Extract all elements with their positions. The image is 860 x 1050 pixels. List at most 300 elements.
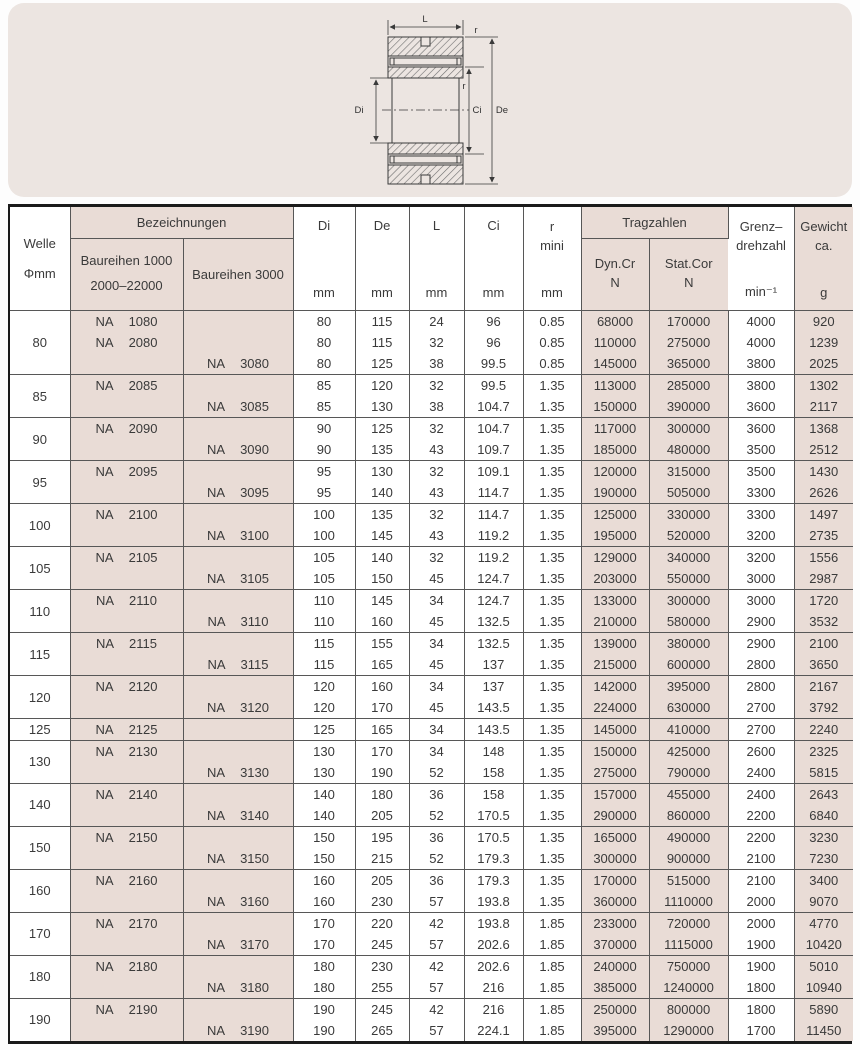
cell-ci: 170.5 xyxy=(464,805,523,827)
cell-de: 130 xyxy=(355,461,409,483)
cell-de: 205 xyxy=(355,805,409,827)
cell-dyn-cr: 150000 xyxy=(581,396,649,418)
cell-l: 52 xyxy=(409,762,464,784)
cell-series-1000: NA 2170 xyxy=(70,912,183,934)
cell-stat-cor: 515000 xyxy=(649,869,728,891)
dim-label-L: L xyxy=(422,14,428,25)
cell-series-3000 xyxy=(183,504,293,526)
table-row xyxy=(10,418,853,440)
cell-de: 265 xyxy=(355,1020,409,1042)
cell-r-mini: 1.85 xyxy=(523,955,581,977)
cell-series-3000 xyxy=(183,418,293,440)
cell-ci: 109.1 xyxy=(464,461,523,483)
cell-stat-cor: 800000 xyxy=(649,998,728,1020)
table-body xyxy=(10,310,853,1041)
cell-dyn-cr: 210000 xyxy=(581,611,649,633)
cell-series-3000 xyxy=(183,375,293,397)
cell-di: 140 xyxy=(293,783,355,805)
cell-stat-cor: 900000 xyxy=(649,848,728,870)
cell-dyn-cr: 290000 xyxy=(581,805,649,827)
cell-ci: 109.7 xyxy=(464,439,523,461)
cell-stat-cor: 315000 xyxy=(649,461,728,483)
cell-de: 160 xyxy=(355,676,409,698)
cell-series-1000 xyxy=(70,977,183,999)
dim-label-De: De xyxy=(495,105,509,116)
cell-di: 110 xyxy=(293,590,355,612)
cell-gewicht: 2167 xyxy=(794,676,853,698)
cell-r-mini: 1.35 xyxy=(523,697,581,719)
cell-series-3000: NA 3150 xyxy=(183,848,293,870)
cell-l: 45 xyxy=(409,568,464,590)
col-header-baureihen-3000: Baureihen 3000 xyxy=(183,238,293,310)
cell-stat-cor: 330000 xyxy=(649,504,728,526)
cell-l: 34 xyxy=(409,590,464,612)
cell-series-3000: NA 3130 xyxy=(183,762,293,784)
cell-gewicht: 6840 xyxy=(794,805,853,827)
col-header-gewicht: Gewicht ca. g xyxy=(794,207,853,310)
col-header-stat-cor: Stat.Cor N xyxy=(649,238,728,310)
cell-stat-cor: 300000 xyxy=(649,590,728,612)
cell-di: 140 xyxy=(293,805,355,827)
cell-stat-cor: 380000 xyxy=(649,633,728,655)
cell-di: 180 xyxy=(293,955,355,977)
dim-label-Ci: Ci xyxy=(472,105,482,116)
cell-ci: 132.5 xyxy=(464,633,523,655)
cell-dyn-cr: 385000 xyxy=(581,977,649,999)
cell-r-mini: 1.35 xyxy=(523,848,581,870)
cell-dyn-cr: 142000 xyxy=(581,676,649,698)
cell-dyn-cr: 145000 xyxy=(581,353,649,375)
cell-grenzdrehzahl: 2800 xyxy=(728,654,794,676)
cell-grenzdrehzahl: 3000 xyxy=(728,590,794,612)
cell-r-mini: 1.35 xyxy=(523,740,581,762)
cell-series-1000: NA 2095 xyxy=(70,461,183,483)
cell-ci: 99.5 xyxy=(464,353,523,375)
cell-l: 32 xyxy=(409,461,464,483)
cell-gewicht: 2025 xyxy=(794,353,853,375)
cell-r-mini: 1.35 xyxy=(523,461,581,483)
cell-l: 57 xyxy=(409,891,464,913)
cell-welle: 100 xyxy=(10,504,70,547)
cell-grenzdrehzahl: 3300 xyxy=(728,482,794,504)
cell-series-3000: NA 3100 xyxy=(183,525,293,547)
cell-grenzdrehzahl: 3800 xyxy=(728,375,794,397)
cell-gewicht: 3792 xyxy=(794,697,853,719)
welle-unit: Φmm xyxy=(23,265,56,281)
cell-di: 100 xyxy=(293,525,355,547)
cell-r-mini: 1.85 xyxy=(523,977,581,999)
cell-series-1000: NA 2140 xyxy=(70,783,183,805)
cell-series-1000 xyxy=(70,697,183,719)
cell-r-mini: 1.35 xyxy=(523,568,581,590)
cell-ci: 148 xyxy=(464,740,523,762)
cell-de: 130 xyxy=(355,396,409,418)
cell-series-3000 xyxy=(183,783,293,805)
cell-series-3000: NA 3180 xyxy=(183,977,293,999)
cell-dyn-cr: 195000 xyxy=(581,525,649,547)
cell-series-1000: NA 2115 xyxy=(70,633,183,655)
cell-de: 170 xyxy=(355,740,409,762)
cell-de: 165 xyxy=(355,719,409,741)
cell-gewicht: 5890 xyxy=(794,998,853,1020)
table-row xyxy=(10,676,853,698)
table-row xyxy=(10,611,853,633)
cell-stat-cor: 395000 xyxy=(649,676,728,698)
col-header-bezeichnungen: Bezeichnungen xyxy=(70,207,293,238)
cell-l: 52 xyxy=(409,848,464,870)
table-row xyxy=(10,697,853,719)
cell-series-1000: NA 2125 xyxy=(70,719,183,741)
cell-grenzdrehzahl: 2900 xyxy=(728,611,794,633)
cell-welle: 130 xyxy=(10,740,70,783)
cell-r-mini: 1.35 xyxy=(523,375,581,397)
cell-dyn-cr: 233000 xyxy=(581,912,649,934)
cell-gewicht: 3650 xyxy=(794,654,853,676)
cell-stat-cor: 505000 xyxy=(649,482,728,504)
cell-grenzdrehzahl: 2000 xyxy=(728,891,794,913)
cell-dyn-cr: 300000 xyxy=(581,848,649,870)
cell-ci: 202.6 xyxy=(464,934,523,956)
cell-series-3000: NA 3140 xyxy=(183,805,293,827)
table-row xyxy=(10,525,853,547)
cell-r-mini: 1.35 xyxy=(523,783,581,805)
cell-series-1000 xyxy=(70,654,183,676)
cell-series-1000: NA 2150 xyxy=(70,826,183,848)
diagram-panel xyxy=(8,3,852,197)
cell-series-1000 xyxy=(70,611,183,633)
cell-series-1000 xyxy=(70,848,183,870)
cell-gewicht: 2643 xyxy=(794,783,853,805)
cell-ci: 224.1 xyxy=(464,1020,523,1042)
cell-ci: 96 xyxy=(464,332,523,354)
table-row xyxy=(10,783,853,805)
cell-stat-cor: 170000 xyxy=(649,310,728,332)
table-row xyxy=(10,590,853,612)
cage-top xyxy=(394,58,457,65)
table-row xyxy=(10,1020,853,1042)
cell-series-1000: NA 2085 xyxy=(70,375,183,397)
cell-l: 38 xyxy=(409,396,464,418)
cell-gewicht: 1368 xyxy=(794,418,853,440)
cell-ci: 158 xyxy=(464,783,523,805)
cell-di: 80 xyxy=(293,353,355,375)
cell-l: 32 xyxy=(409,418,464,440)
cell-di: 115 xyxy=(293,654,355,676)
cell-l: 36 xyxy=(409,869,464,891)
cell-stat-cor: 480000 xyxy=(649,439,728,461)
cell-de: 215 xyxy=(355,848,409,870)
cell-series-1000 xyxy=(70,1020,183,1042)
cell-r-mini: 1.85 xyxy=(523,1020,581,1042)
cell-r-mini: 1.85 xyxy=(523,912,581,934)
cell-gewicht: 1556 xyxy=(794,547,853,569)
col-header-di: Di mm xyxy=(293,207,355,310)
cell-de: 125 xyxy=(355,353,409,375)
table-row xyxy=(10,633,853,655)
cell-dyn-cr: 125000 xyxy=(581,504,649,526)
cell-stat-cor: 340000 xyxy=(649,547,728,569)
cell-ci: 96 xyxy=(464,310,523,332)
table-row xyxy=(10,439,853,461)
cell-series-3000 xyxy=(183,826,293,848)
cell-dyn-cr: 190000 xyxy=(581,482,649,504)
cell-de: 145 xyxy=(355,590,409,612)
cell-gewicht: 2100 xyxy=(794,633,853,655)
cell-welle: 85 xyxy=(10,375,70,418)
cell-dyn-cr: 110000 xyxy=(581,332,649,354)
cell-grenzdrehzahl: 2000 xyxy=(728,912,794,934)
cell-di: 190 xyxy=(293,1020,355,1042)
cell-di: 100 xyxy=(293,504,355,526)
table-row xyxy=(10,891,853,913)
cell-series-3000: NA 3095 xyxy=(183,482,293,504)
cell-l: 36 xyxy=(409,826,464,848)
table-row xyxy=(10,396,853,418)
cell-series-3000 xyxy=(183,955,293,977)
cell-gewicht: 2325 xyxy=(794,740,853,762)
cell-de: 140 xyxy=(355,482,409,504)
cell-welle: 120 xyxy=(10,676,70,719)
cell-r-mini: 1.35 xyxy=(523,762,581,784)
cell-dyn-cr: 370000 xyxy=(581,934,649,956)
cell-stat-cor: 790000 xyxy=(649,762,728,784)
cell-de: 170 xyxy=(355,697,409,719)
cell-gewicht: 3400 xyxy=(794,869,853,891)
cell-ci: 104.7 xyxy=(464,396,523,418)
table-row xyxy=(10,826,853,848)
cell-l: 43 xyxy=(409,525,464,547)
cell-stat-cor: 1110000 xyxy=(649,891,728,913)
cell-stat-cor: 1290000 xyxy=(649,1020,728,1042)
cell-stat-cor: 455000 xyxy=(649,783,728,805)
cell-grenzdrehzahl: 2100 xyxy=(728,848,794,870)
cell-r-mini: 1.35 xyxy=(523,547,581,569)
cell-series-1000 xyxy=(70,525,183,547)
cell-de: 115 xyxy=(355,332,409,354)
table-row xyxy=(10,955,853,977)
cell-dyn-cr: 117000 xyxy=(581,418,649,440)
cell-stat-cor: 1240000 xyxy=(649,977,728,999)
cell-de: 245 xyxy=(355,998,409,1020)
cell-dyn-cr: 170000 xyxy=(581,869,649,891)
cell-dyn-cr: 240000 xyxy=(581,955,649,977)
cell-dyn-cr: 68000 xyxy=(581,310,649,332)
cell-r-mini: 1.35 xyxy=(523,633,581,655)
cell-r-mini: 1.35 xyxy=(523,439,581,461)
inner-ring-bottom xyxy=(388,143,463,154)
cell-ci: 137 xyxy=(464,676,523,698)
cell-gewicht: 5815 xyxy=(794,762,853,784)
cell-de: 255 xyxy=(355,977,409,999)
cell-ci: 179.3 xyxy=(464,869,523,891)
cell-stat-cor: 285000 xyxy=(649,375,728,397)
cell-ci: 104.7 xyxy=(464,418,523,440)
cell-stat-cor: 630000 xyxy=(649,697,728,719)
cell-de: 140 xyxy=(355,547,409,569)
table-row xyxy=(10,353,853,375)
cell-gewicht: 1497 xyxy=(794,504,853,526)
cell-l: 32 xyxy=(409,547,464,569)
table-row xyxy=(10,482,853,504)
cell-r-mini: 0.85 xyxy=(523,332,581,354)
cell-grenzdrehzahl: 3600 xyxy=(728,396,794,418)
cell-gewicht: 10940 xyxy=(794,977,853,999)
cell-di: 95 xyxy=(293,482,355,504)
cell-series-1000 xyxy=(70,568,183,590)
cell-r-mini: 1.35 xyxy=(523,396,581,418)
cell-stat-cor: 550000 xyxy=(649,568,728,590)
table-row xyxy=(10,998,853,1020)
cell-welle: 170 xyxy=(10,912,70,955)
bearing-spec-table xyxy=(10,207,853,1041)
cell-series-1000 xyxy=(70,762,183,784)
cell-ci: 158 xyxy=(464,762,523,784)
cell-r-mini: 1.35 xyxy=(523,525,581,547)
cell-series-3000: NA 3160 xyxy=(183,891,293,913)
cell-l: 42 xyxy=(409,955,464,977)
cell-series-1000: NA 2160 xyxy=(70,869,183,891)
cell-l: 45 xyxy=(409,654,464,676)
col-header-welle xyxy=(10,207,70,310)
cell-di: 160 xyxy=(293,891,355,913)
table-row xyxy=(10,934,853,956)
cell-series-3000 xyxy=(183,676,293,698)
cell-gewicht: 3532 xyxy=(794,611,853,633)
table-row xyxy=(10,719,853,741)
cell-grenzdrehzahl: 2100 xyxy=(728,869,794,891)
table-row xyxy=(10,504,853,526)
cell-ci: 193.8 xyxy=(464,912,523,934)
cell-gewicht: 9070 xyxy=(794,891,853,913)
cell-dyn-cr: 395000 xyxy=(581,1020,649,1042)
cell-series-3000 xyxy=(183,719,293,741)
cell-dyn-cr: 185000 xyxy=(581,439,649,461)
cell-dyn-cr: 150000 xyxy=(581,740,649,762)
oil-groove-top xyxy=(421,37,430,46)
cell-dyn-cr: 145000 xyxy=(581,719,649,741)
cell-series-1000 xyxy=(70,934,183,956)
cell-grenzdrehzahl: 2400 xyxy=(728,762,794,784)
bearing-cross-section-diagram xyxy=(346,8,521,198)
cell-l: 24 xyxy=(409,310,464,332)
cell-r-mini: 1.35 xyxy=(523,590,581,612)
cell-series-3000 xyxy=(183,998,293,1020)
cell-gewicht: 2512 xyxy=(794,439,853,461)
cell-de: 230 xyxy=(355,891,409,913)
cell-ci: 179.3 xyxy=(464,848,523,870)
cell-welle: 160 xyxy=(10,869,70,912)
cell-r-mini: 1.35 xyxy=(523,654,581,676)
cell-welle: 105 xyxy=(10,547,70,590)
cell-ci: 114.7 xyxy=(464,504,523,526)
cage-bottom xyxy=(394,156,457,163)
cell-de: 125 xyxy=(355,418,409,440)
cell-di: 90 xyxy=(293,418,355,440)
cell-welle: 190 xyxy=(10,998,70,1041)
cell-l: 34 xyxy=(409,740,464,762)
cell-grenzdrehzahl: 3200 xyxy=(728,525,794,547)
cell-de: 160 xyxy=(355,611,409,633)
cell-di: 110 xyxy=(293,611,355,633)
cell-de: 155 xyxy=(355,633,409,655)
cell-r-mini: 1.35 xyxy=(523,891,581,913)
cell-grenzdrehzahl: 1700 xyxy=(728,1020,794,1042)
cell-grenzdrehzahl: 3300 xyxy=(728,504,794,526)
table-row xyxy=(10,547,853,569)
col-header-tragzahlen: Tragzahlen xyxy=(581,207,728,238)
cell-l: 45 xyxy=(409,611,464,633)
cell-gewicht: 11450 xyxy=(794,1020,853,1042)
col-header-baureihen-1000: Baureihen 1000 2000–22000 xyxy=(70,238,183,310)
cell-de: 245 xyxy=(355,934,409,956)
cell-l: 32 xyxy=(409,504,464,526)
cell-grenzdrehzahl: 3500 xyxy=(728,461,794,483)
cell-gewicht: 1720 xyxy=(794,590,853,612)
cell-grenzdrehzahl: 3800 xyxy=(728,353,794,375)
cell-l: 57 xyxy=(409,977,464,999)
cell-welle: 80 xyxy=(10,310,70,375)
dim-label-r-inner: r xyxy=(462,81,466,92)
cell-ci: 143.5 xyxy=(464,697,523,719)
cell-series-3000 xyxy=(183,740,293,762)
table-row xyxy=(10,912,853,934)
cell-series-1000: NA 2120 xyxy=(70,676,183,698)
cell-grenzdrehzahl: 2700 xyxy=(728,697,794,719)
cell-grenzdrehzahl: 2700 xyxy=(728,719,794,741)
cell-series-1000: NA 2190 xyxy=(70,998,183,1020)
cell-series-3000 xyxy=(183,332,293,354)
cell-dyn-cr: 113000 xyxy=(581,375,649,397)
col-header-ci: Ci mm xyxy=(464,207,523,310)
cell-ci: 132.5 xyxy=(464,611,523,633)
cell-stat-cor: 1115000 xyxy=(649,934,728,956)
cell-grenzdrehzahl: 4000 xyxy=(728,332,794,354)
cell-stat-cor: 275000 xyxy=(649,332,728,354)
table-row xyxy=(10,740,853,762)
cell-series-1000: NA 2080 xyxy=(70,332,183,354)
cell-series-3000 xyxy=(183,310,293,332)
cell-series-1000: NA 2090 xyxy=(70,418,183,440)
cell-dyn-cr: 165000 xyxy=(581,826,649,848)
col-header-l: L mm xyxy=(409,207,464,310)
cell-dyn-cr: 275000 xyxy=(581,762,649,784)
cell-dyn-cr: 250000 xyxy=(581,998,649,1020)
cell-stat-cor: 580000 xyxy=(649,611,728,633)
cell-l: 43 xyxy=(409,439,464,461)
cell-r-mini: 1.35 xyxy=(523,482,581,504)
cell-ci: 119.2 xyxy=(464,525,523,547)
cell-l: 45 xyxy=(409,697,464,719)
cell-series-1000: NA 1080 xyxy=(70,310,183,332)
cell-de: 195 xyxy=(355,826,409,848)
cell-grenzdrehzahl: 2800 xyxy=(728,676,794,698)
cell-gewicht: 1302 xyxy=(794,375,853,397)
cell-dyn-cr: 133000 xyxy=(581,590,649,612)
cell-series-1000: NA 2180 xyxy=(70,955,183,977)
cell-grenzdrehzahl: 2600 xyxy=(728,740,794,762)
cell-di: 150 xyxy=(293,848,355,870)
cell-gewicht: 5010 xyxy=(794,955,853,977)
cell-gewicht: 2735 xyxy=(794,525,853,547)
cell-stat-cor: 300000 xyxy=(649,418,728,440)
cell-series-3000: NA 3170 xyxy=(183,934,293,956)
cell-series-3000: NA 3110 xyxy=(183,611,293,633)
cell-di: 170 xyxy=(293,912,355,934)
cell-de: 190 xyxy=(355,762,409,784)
cell-gewicht: 1239 xyxy=(794,332,853,354)
cell-di: 95 xyxy=(293,461,355,483)
cell-series-3000: NA 3090 xyxy=(183,439,293,461)
